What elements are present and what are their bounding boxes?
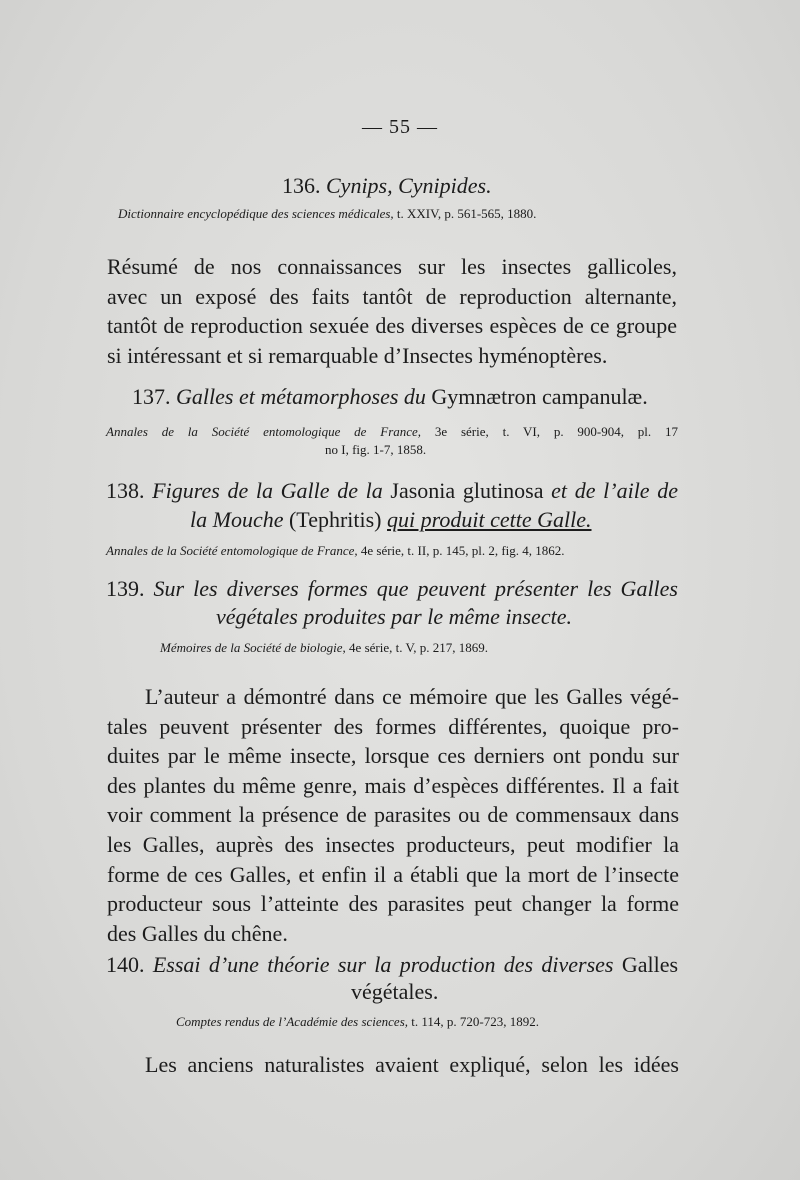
entry-137-title [132,383,648,411]
reference-details: 3e série, t. VI, p. 900-904, pl. 17 [421,424,678,439]
paragraph-136-summary [107,252,677,370]
entry-title-italic: Essai d’une théorie sur la production des diverses [152,952,614,977]
page-number: — 55 — [362,116,438,138]
text-line: voir comment la présence de parasites ou de commensaux dans [107,802,679,828]
entry-title-italic: Sur les diverses formes que peuvent présenter les Galles [153,576,678,601]
entry-140-reference [176,1012,539,1032]
entry-title-italic: Figures de la Galle de la [152,478,383,503]
reference-source: Annales de la Société entomologique de France, [106,424,422,439]
entry-139-title-cont: végétales produites par le même insecte. [216,604,572,629]
text-line: tales peuvent présenter des formes différentes, quoique pro- [107,713,679,739]
entry-title-genus: (Tephritis) [283,507,388,532]
reference-source: Dictionnaire encyclopédique des sciences médicales, [118,206,394,221]
entry-137-reference [106,422,678,442]
entry-title-plain: Galles [613,952,679,977]
entry-title-italic: qui produit cette Galle. [387,507,592,532]
entry-number: 140. [106,952,145,977]
reference-source: Annales de la Société entomologique de France, [106,543,358,558]
reference-details: t. 114, p. 720-723, 1892. [408,1014,539,1029]
text-line: forme de ces Galles, et enfin il a établi que la mort de l’insecte [107,861,679,887]
entry-title-species: Jasonia glutinosa [382,478,552,503]
reference-details: 4e série, t. II, p. 145, pl. 2, fig. 4, 1862. [357,543,565,558]
text-line: si intéressant et si remarquable d’Insectes hyménoptères. [107,342,608,368]
reference-details: t. XXIV, p. 561-565, 1880. [393,206,537,221]
entry-number: 137. [132,384,171,409]
entry-138-reference [106,541,565,561]
text-line: des Galles du chêne. [107,920,288,946]
reference-source: Mémoires de la Société de biologie, [160,640,346,655]
reference-source: Comptes rendus de l’Académie des sciences, [176,1014,409,1029]
entry-138-title [106,477,678,505]
entry-number: 136. [282,173,321,198]
text-line: avec un exposé des faits tantôt de reproduction alternante, [107,283,677,309]
entry-136-reference [118,204,536,224]
entry-136-title [282,172,492,200]
entry-number: 138. [106,478,145,503]
paragraph-139-summary [107,682,679,948]
entry-title: Cynips, Cynipides. [326,173,492,198]
reference-details: 4e série, t. V, p. 217, 1869. [345,640,488,655]
paragraph-140-summary [107,1050,679,1080]
entry-139-reference [160,638,488,658]
text-line: L’auteur a démontré dans ce mémoire que les Galles végé- [145,684,679,709]
text-line: des plantes du même genre, mais d’espèces différentes. Il a fait [107,772,679,798]
entry-title-species: Gymnætron campanulæ. [425,384,648,409]
entry-137-reference-cont: no I, fig. 1-7, 1858. [325,442,427,457]
entry-title-italic: la Mouche [190,507,284,532]
entry-140-title [106,951,678,979]
entry-title-italic: Galles et métamorphoses du [176,384,426,409]
entry-139-title [106,575,678,603]
text-line: les Galles, auprès des insectes producteurs, peut modifier la [107,831,679,857]
entry-title-italic: et de l’aile de [551,478,678,503]
text-line: Les anciens naturalistes avaient expliqué, selon les idées [145,1052,679,1077]
entry-number: 139. [106,576,145,601]
text-line: tantôt de reproduction sexuée des diverses espèces de ce groupe [107,313,677,339]
entry-140-title-cont: végétales. [351,979,439,1004]
text-line: duites par le même insecte, lorsque ces derniers ont pondu sur [107,743,679,769]
entry-138-title-cont [190,506,592,534]
text-line: producteur sous l’atteinte des parasites peut changer la forme [107,891,679,917]
text-line: Résumé de nos connaissances sur les insectes gallicoles, [107,254,677,279]
